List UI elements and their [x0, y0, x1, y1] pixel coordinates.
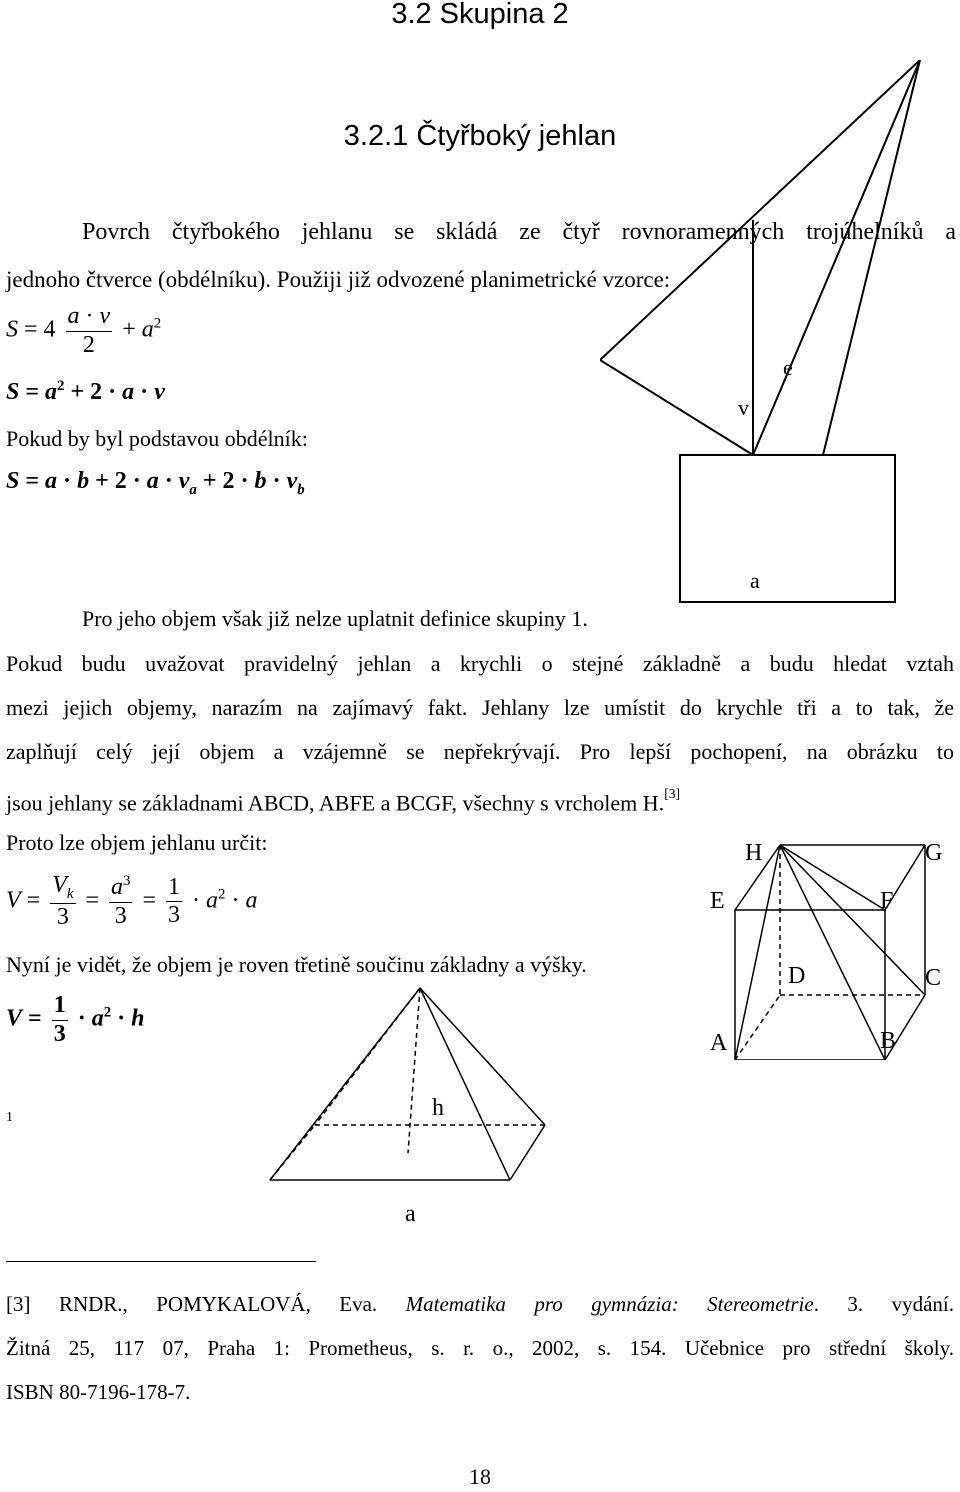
para2-line-3: zaplňují celý její objem a vzájemně se nepřekrývají. Pro lepší pochopení, na obrázku to [6, 739, 954, 764]
net-edge-left [600, 360, 753, 455]
cube-label-B: B [880, 1028, 897, 1054]
page-number: 18 [469, 1464, 491, 1489]
cube-front-face [735, 910, 885, 1060]
rectangle-note: Pokud by byl podstavou obdélník: [6, 426, 308, 451]
pyramid-net-diagram [600, 60, 960, 620]
formula-surface-square: $S = a^2 + 2 \cdot a \cdot v$ [6, 378, 165, 405]
formula-volume-derivation: V = $\frac{V_k}{3}$ = $\frac{a^3}{3}$ = $\frac{1}{3}$ · $a^2 \cdot a$ [6, 872, 258, 930]
conclusion: Nyní je vidět, že objem je roven třetině součinu základny a výšky. [6, 952, 587, 977]
para2-line-4 [6, 783, 680, 818]
cube-label-G: G [925, 840, 943, 866]
formula-surface-triangles: S = 4 $\frac{a \cdot v}{2}$ + $a^2$ [6, 303, 162, 358]
reference-line-3: ISBN 80-7196-178-7. [6, 1380, 191, 1404]
footnote-rule [6, 1261, 316, 1262]
reference-line-2: Žitná 25, 117 07, Praha 1: Prometheus, s. r. o., 2002, s. 154. Učebnice pro střední školy. [6, 1336, 954, 1360]
pyramid-height [408, 988, 420, 1153]
intro-line-2: jednoho čtverce (obdélníku). Použiji již odvozené planimetrické vzorce: [6, 267, 671, 292]
volume-label: Proto lze objem jehlanu určit: [6, 830, 268, 855]
pyramid-label-h: h [432, 1095, 444, 1121]
net-label-a: a [750, 568, 760, 593]
cube-diagram [700, 830, 960, 1060]
net-label-v: v [738, 395, 749, 420]
pyramid-base-right [510, 1125, 545, 1180]
para2-line-1: Pokud budu uvažovat pravidelný jehlan a krychli o stejné základně a budu hledat vztah [6, 651, 954, 676]
page-heading: 3.2 Skupina 2 [391, 0, 569, 30]
pyramid-base-left [270, 1125, 315, 1180]
cube-label-E: E [710, 888, 725, 914]
cube-label-H: H [745, 840, 763, 866]
formula-volume-final: V = $\frac{1}{3}$ · $a^2 \cdot h$ [6, 992, 145, 1047]
pyramid-label-a: a [405, 1201, 416, 1225]
net-label-e: e [783, 355, 793, 380]
net-edge-top [600, 60, 920, 360]
net-triangle [753, 60, 920, 455]
reference-line-1: [3] RNDR., POMYKALOVÁ, Eva. Matematika pro gymnázia: Stereometrie. 3. vydání. [6, 1292, 954, 1316]
citation-mark: [3] [664, 786, 681, 801]
footnote-number: 1 [6, 1110, 13, 1125]
pyramid-diagram [260, 985, 560, 1225]
cube-label-C: C [925, 965, 942, 991]
pyramid-edge-front [420, 988, 510, 1180]
volume-intro: Pro jeho objem však již nelze uplatnit definice skupiny 1. [82, 606, 588, 631]
cube-label-F: F [880, 888, 894, 914]
para2-line-2: mezi jejich objemy, narazím na zajímavý fakt. Jehlany lze umístit do krychle tři a to tak, že [6, 695, 954, 720]
intro-line-1: Povrch čtyřbokého jehlanu se skládá ze čtyř rovnoramenných trojúhelníků a [82, 219, 956, 245]
formula-surface-rectangle: $S = a \cdot b + 2 \cdot a \cdot v_a + 2 \cdot b \cdot v_b$ [6, 468, 305, 498]
net-base-square [680, 455, 895, 602]
para2-line-4-text: jsou jehlany se základnami ABCD, ABFE a BCGF, všechny s vrcholem H. [6, 790, 665, 816]
cube-label-D: D [788, 963, 806, 989]
cube-label-A: A [710, 1030, 728, 1056]
section-heading: 3.2.1 Čtyřboký jehlan [343, 120, 617, 152]
